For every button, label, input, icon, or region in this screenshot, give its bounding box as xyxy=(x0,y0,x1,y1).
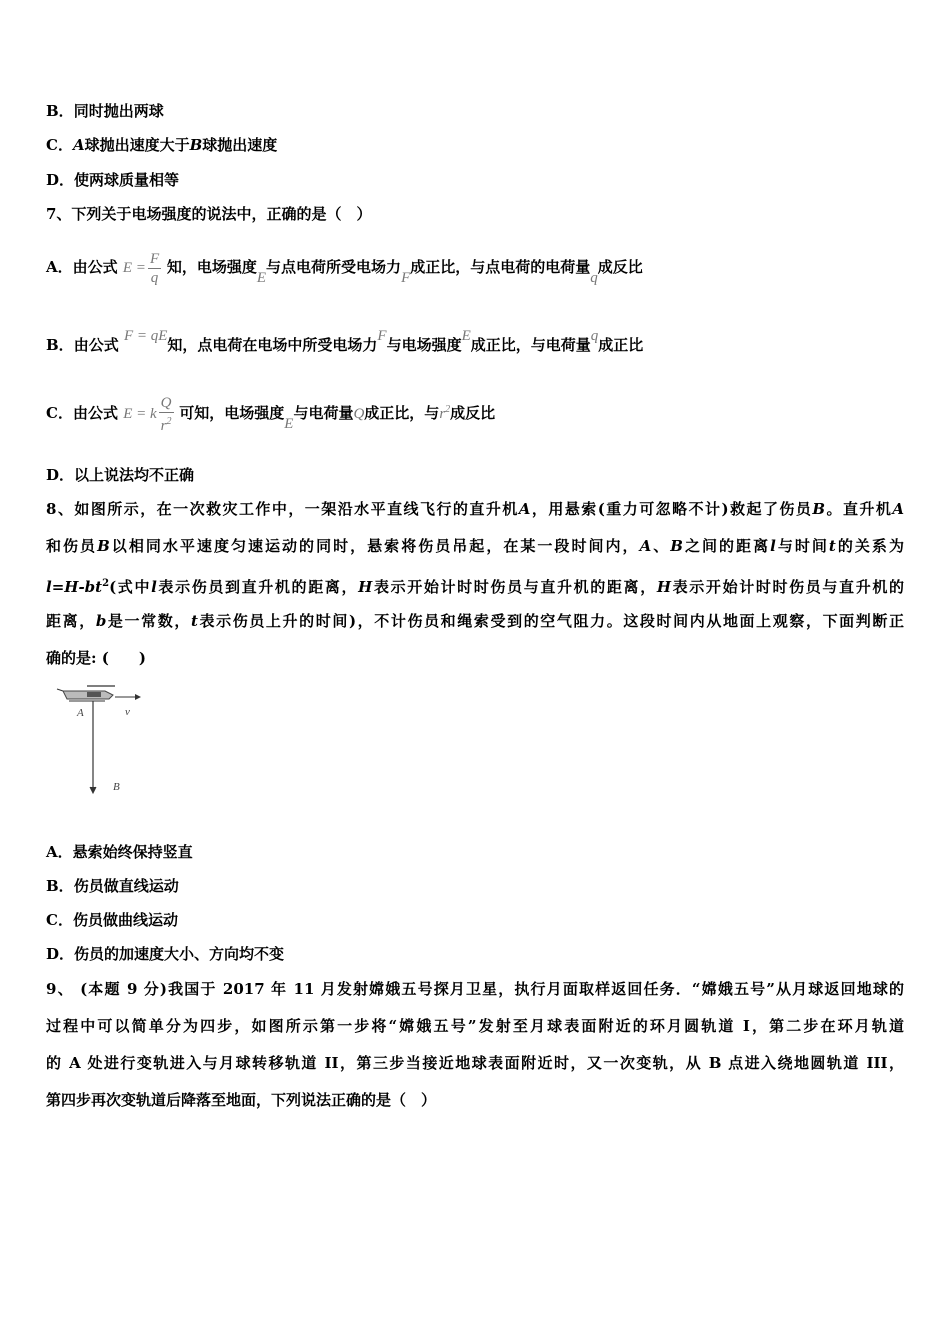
q8-option-a: A．悬索始终保持竖直 xyxy=(46,843,193,861)
q6-option-d: D．使两球质量相等 xyxy=(46,171,180,189)
formula-e-kq-over-r2: E = k $\frac{Q}{r^2}$ xyxy=(123,395,172,434)
q7-option-c: C．由公式 E = k $\frac{Q}{r^2}$ 可知，电场强度E与电荷量Q成正比，与$r^2$成反比 xyxy=(46,395,496,434)
q8-option-b: B．伤员做直线运动 xyxy=(46,877,179,895)
label-a: A xyxy=(77,707,84,719)
q7-option-a: A．由公式 E = $\frac{F}{q}$ 知，电场强度E与点电荷所受电场力F成正比，与点电荷的电荷量q成反比 xyxy=(46,251,643,286)
casualty-marker xyxy=(90,787,96,793)
label-v: v xyxy=(125,706,130,718)
helicopter-rescue-figure xyxy=(55,683,155,798)
q9-stem-line1: 9、 (本题 9 分)我国于 2017 年 11 月发射嫦娥五号探月卫星，执行月面取样返回任务．“嫦娥五号”从月球返回地球的 xyxy=(46,980,904,998)
q8-stem-line5: 确的是: ( ) xyxy=(46,649,146,667)
q7-option-b: B．由公式 F = qE知，点电荷在电场中所受电场力F与电场强度E成正比，与电荷量q成正比 xyxy=(46,328,644,354)
formula-e-f-over-q: E = $\frac{F}{q}$ xyxy=(122,251,160,286)
q8-stem-line1: 8、如图所示，在一次救灾工作中，一架沿水平直线飞行的直升机A，用悬索(重力可忽略不计)救起了伤员B。直升机A xyxy=(46,500,904,518)
q6-option-c: C．A球抛出速度大于B球抛出速度 xyxy=(46,136,278,154)
velocity-arrowhead xyxy=(135,694,141,700)
formula-f-qe: F = qE xyxy=(123,328,168,344)
q6-option-b: B．同时抛出两球 xyxy=(46,102,164,120)
q9-stem-line3: 的 A 处进行变轨进入与月球转移轨道 II，第三步当接近地球表面附近时，又一次变轨，从 B 点进入绕地圆轨道 III， xyxy=(46,1054,904,1072)
q8-option-c: C．伤员做曲线运动 xyxy=(46,911,178,929)
q9-stem-line4: 第四步再次变轨道后降落至地面，下列说法正确的是（ ） xyxy=(46,1091,437,1109)
q8-stem-line4: 距离，b是一常数，t表示伤员上升的时间)，不计伤员和绳索受到的空气阻力。这段时间内从地面上观察，下面判断正 xyxy=(46,612,904,630)
q8-stem-line2: 和伤员B以相同水平速度匀速运动的同时，悬索将伤员吊起，在某一段时间内，A、B之间的距离l与时间t的关系为 xyxy=(46,537,904,555)
q9-stem-line2: 过程中可以简单分为四步，如图所示第一步将“嫦娥五号”发射至月球表面附近的环月圆轨道 I，第二步在环月轨道 xyxy=(46,1017,904,1035)
label-b: B xyxy=(113,781,120,793)
q8-stem-line3: $l=H-bt^2$(式中l表示伤员到直升机的距离，H表示开始计时时伤员与直升机的距离，H表示开始计时时伤员与直升机的 xyxy=(46,578,904,596)
helicopter-icon xyxy=(57,686,115,701)
q7-option-d: D．以上说法均不正确 xyxy=(46,466,195,484)
q8-option-d: D．伤员的加速度大小、方向均不变 xyxy=(46,945,285,963)
q7-stem: 7、下列关于电场强度的说法中，正确的是（ ） xyxy=(46,205,372,223)
